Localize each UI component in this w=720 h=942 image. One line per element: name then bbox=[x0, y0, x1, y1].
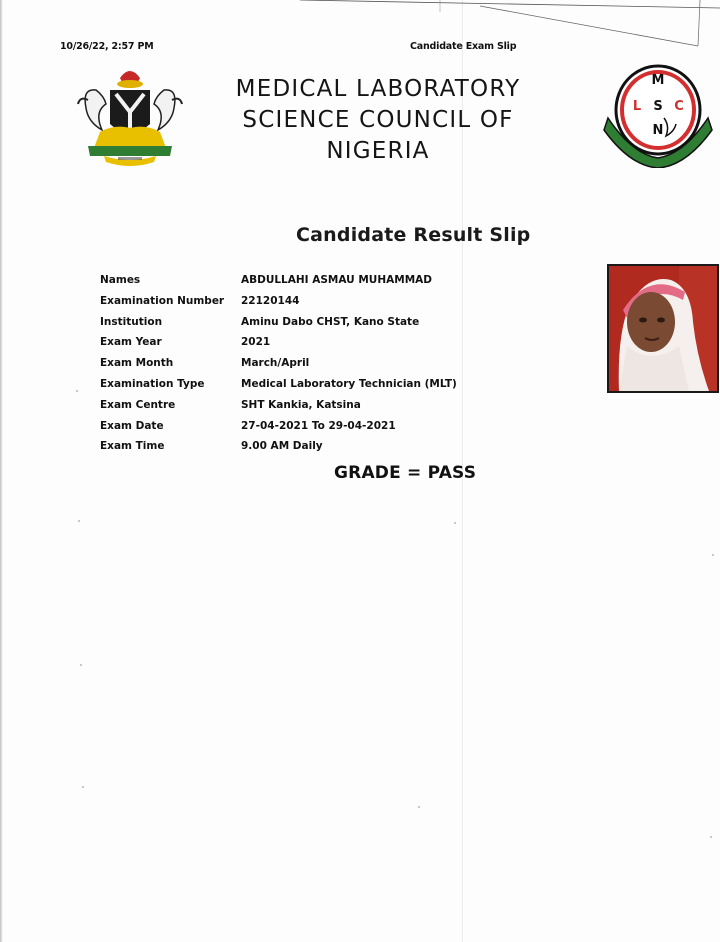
detail-label: Examination Number bbox=[100, 294, 225, 307]
detail-label: Exam Time bbox=[100, 440, 165, 453]
detail-value: Aminu Dabo CHST, Kano State bbox=[241, 315, 420, 328]
mlscn-logo-letter-c: C bbox=[674, 99, 684, 114]
grade-result: GRADE = PASS bbox=[334, 463, 477, 483]
nigeria-coat-of-arms-icon bbox=[74, 60, 186, 168]
detail-label: Exam Year bbox=[100, 336, 162, 349]
print-timestamp: 10/26/22, 2:57 PM bbox=[60, 41, 154, 52]
detail-label: Institution bbox=[100, 315, 163, 328]
scan-speck bbox=[78, 520, 80, 522]
mlscn-logo-letter-n: N bbox=[652, 123, 664, 138]
candidate-portrait-icon bbox=[609, 266, 717, 391]
detail-value: 2021 bbox=[241, 336, 271, 349]
scan-speck bbox=[710, 836, 712, 838]
detail-value: SHT Kankia, Katsina bbox=[241, 398, 361, 411]
scan-speck bbox=[712, 554, 714, 556]
detail-label: Exam Date bbox=[100, 419, 164, 432]
mlscn-logo-letter-s: S bbox=[653, 99, 663, 114]
detail-value: ABDULLAHI ASMAU MUHAMMAD bbox=[241, 274, 432, 286]
council-name-line-2: SCIENCE COUNCIL OF bbox=[242, 107, 514, 133]
scan-speck bbox=[76, 390, 78, 392]
mlscn-logo-letter-m: M bbox=[651, 73, 665, 88]
mlscn-logo-icon bbox=[602, 62, 714, 168]
print-page-title: Candidate Exam Slip bbox=[410, 41, 517, 52]
detail-value: 9.00 AM Daily bbox=[241, 440, 323, 453]
scan-speck bbox=[454, 522, 456, 524]
scan-speck bbox=[418, 806, 420, 808]
candidate-photo bbox=[607, 264, 719, 393]
page-edge-shadow bbox=[0, 0, 3, 942]
council-name-line-1: MEDICAL LABORATORY bbox=[235, 76, 521, 102]
scan-speck bbox=[80, 664, 82, 666]
slip-title: Candidate Result Slip bbox=[296, 224, 531, 246]
detail-value: March/April bbox=[241, 357, 310, 370]
detail-label: Names bbox=[100, 274, 141, 286]
detail-label: Examination Type bbox=[100, 377, 205, 390]
council-name bbox=[200, 74, 556, 167]
mlscn-logo-letter-l: L bbox=[632, 99, 642, 114]
detail-value: 27-04-2021 To 29-04-2021 bbox=[241, 419, 396, 432]
detail-value: Medical Laboratory Technician (MLT) bbox=[241, 377, 457, 390]
detail-value: 22120144 bbox=[241, 294, 300, 307]
scan-speck bbox=[82, 786, 84, 788]
detail-label: Exam Month bbox=[100, 357, 174, 370]
council-name-line-3: NIGERIA bbox=[326, 138, 430, 164]
detail-label: Exam Centre bbox=[100, 398, 176, 411]
